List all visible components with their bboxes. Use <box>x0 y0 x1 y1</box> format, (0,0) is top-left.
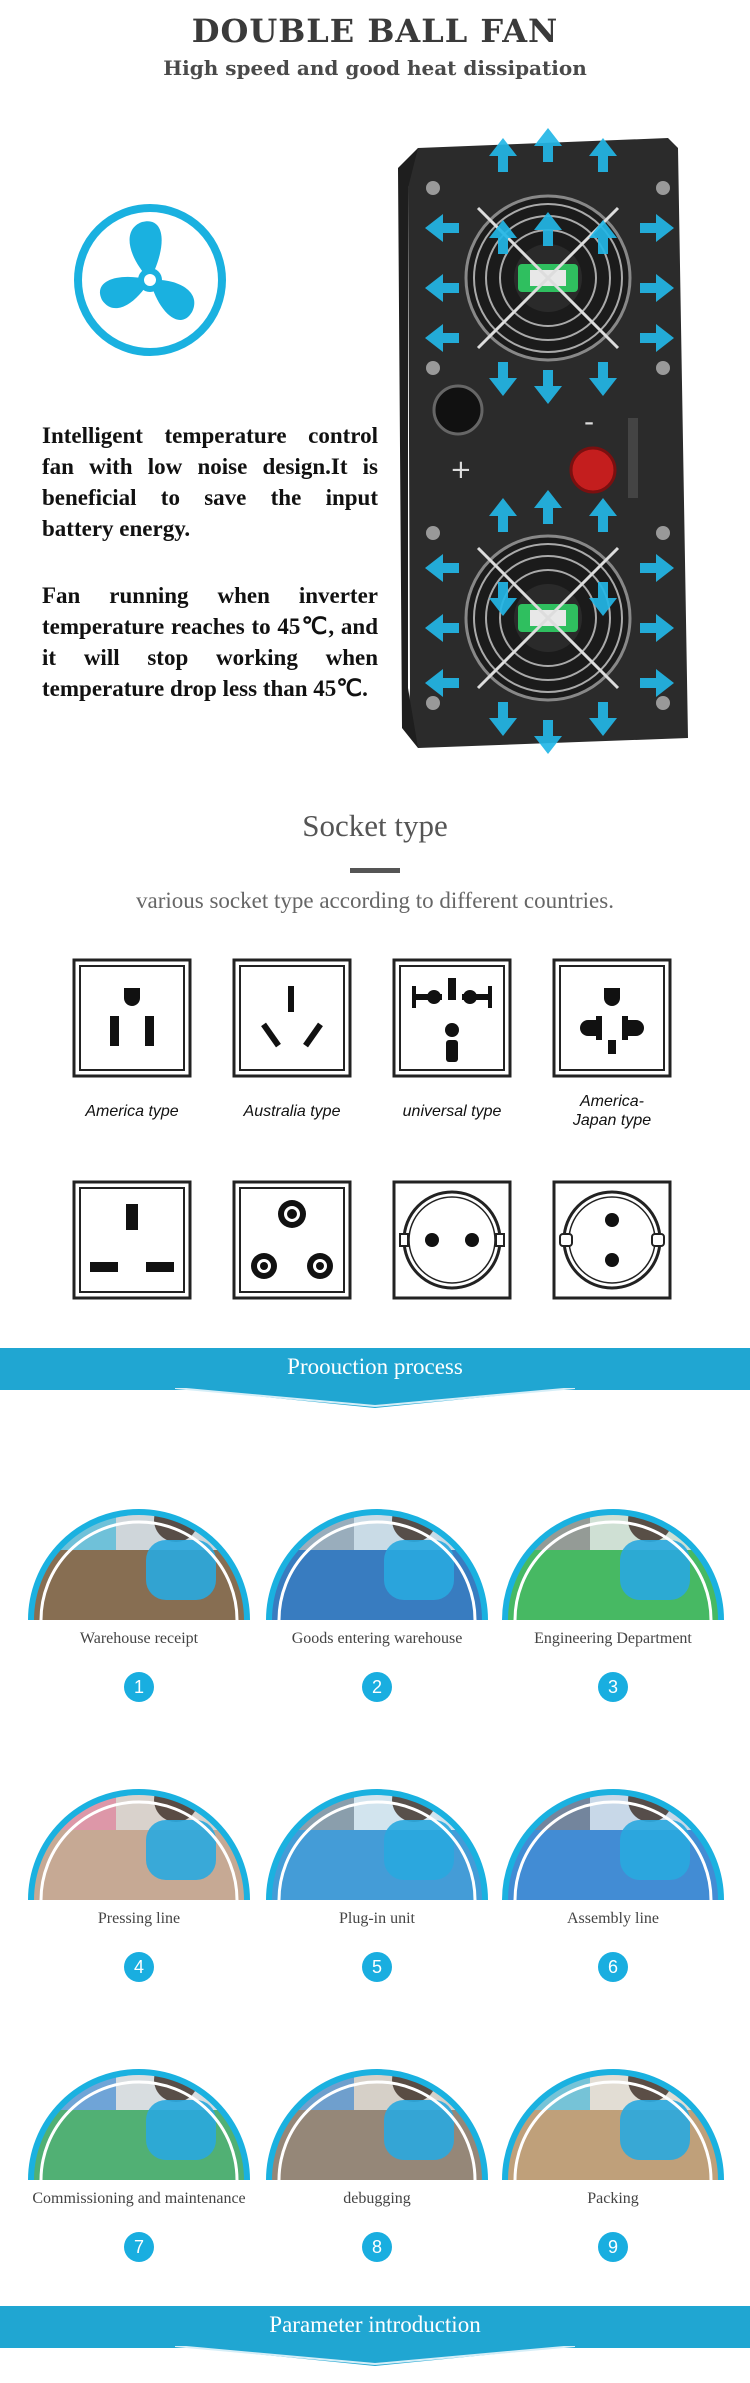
socket-title: Socket type <box>302 808 448 843</box>
production-step-photo <box>26 2000 252 2190</box>
america-japan-socket-icon <box>552 958 672 1078</box>
inverter-fan-illustration <box>398 128 698 758</box>
universal-type-label: universal type <box>402 1103 502 1120</box>
production-step-label: Goods entering warehouse <box>291 1630 463 1647</box>
minus-sign: - <box>584 405 595 438</box>
production-step-photo <box>26 1720 252 1910</box>
production-step-photo <box>500 2000 726 2190</box>
uk-socket-icon <box>72 1180 192 1300</box>
round-pin-socket-icon <box>232 1180 352 1300</box>
production-step-number: 7 <box>124 2232 154 2262</box>
production-step-number: 2 <box>362 1672 392 1702</box>
universal-socket-icon <box>392 958 512 1078</box>
production-step-number: 9 <box>598 2232 628 2262</box>
production-step-number: 4 <box>124 1952 154 1982</box>
america-japan-type-label: America- Japan type <box>572 1093 652 1129</box>
production-step-photo <box>500 1440 726 1630</box>
plus-sign: + <box>450 455 472 485</box>
production-banner-title: Proouction process <box>287 1354 463 1379</box>
production-step-label: Pressing line <box>97 1910 181 1927</box>
schuko-socket-icon <box>552 1180 672 1300</box>
parameter-banner-title: Parameter introduction <box>269 2312 481 2337</box>
america-type-label: America type <box>85 1103 179 1120</box>
production-step-label: debugging <box>343 2190 411 2207</box>
production-step-number: 8 <box>362 2232 392 2262</box>
production-step-label: Warehouse receipt <box>79 1630 199 1647</box>
production-step-label: Packing <box>587 2190 639 2207</box>
production-step-photo <box>264 2000 490 2190</box>
production-step-photo <box>264 1440 490 1630</box>
production-step-label: Engineering Department <box>534 1630 692 1647</box>
fan-description-1: Intelligent temperature control fan with low noise design.It is beneficial to save the input battery energy. <box>42 423 378 541</box>
production-step-number: 6 <box>598 1952 628 1982</box>
production-step-photo <box>26 1440 252 1630</box>
australia-type-label: Australia type <box>243 1103 341 1120</box>
production-step-label: Assembly line <box>567 1910 659 1927</box>
fan-subtitle: High speed and good heat dissipation <box>163 56 587 80</box>
title-divider <box>350 868 400 873</box>
fan-description-2: Fan running when inverter temperature reaches to 45℃, and it will stop working when temperature drop less than 45℃. <box>42 583 378 701</box>
production-step-photo <box>264 1720 490 1910</box>
fan-icon <box>70 200 230 360</box>
production-step-number: 5 <box>362 1952 392 1982</box>
america-socket-icon <box>72 958 192 1078</box>
eu-socket-icon <box>392 1180 512 1300</box>
australia-socket-icon <box>232 958 352 1078</box>
production-step-number: 1 <box>124 1672 154 1702</box>
production-step-label: Commissioning and maintenance <box>32 2190 246 2207</box>
production-step-number: 3 <box>598 1672 628 1702</box>
banner-notch-decoration <box>175 1388 575 1408</box>
production-step-label: Plug-in unit <box>338 1910 415 1927</box>
socket-subtitle: various socket type according to different countries. <box>136 888 614 913</box>
production-step-photo <box>500 1720 726 1910</box>
fan-title: DOUBLE BALL FAN <box>191 12 559 50</box>
parameter-banner-notch <box>175 2346 575 2366</box>
